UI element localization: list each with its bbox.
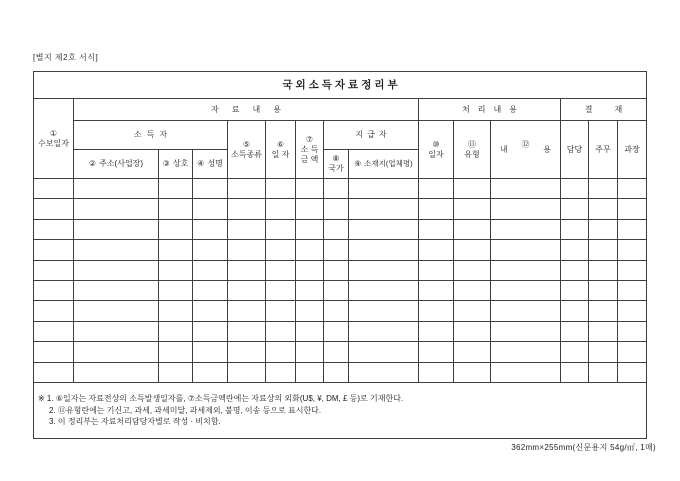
body-cell: [589, 179, 618, 199]
body-cell: [589, 261, 618, 281]
body-cell: [561, 199, 589, 219]
circled-num: ⑫: [521, 139, 530, 149]
group-label: 자료내용: [211, 104, 294, 114]
body-cell: [34, 281, 74, 301]
body-cell: [349, 322, 419, 342]
body-cell: [296, 220, 324, 240]
form-title-text: 국외소득자료정리부: [282, 79, 401, 91]
body-cell: [296, 322, 324, 342]
body-cell: [228, 281, 266, 301]
body-cell: [589, 322, 618, 342]
body-cell: [159, 261, 193, 281]
body-cell: [349, 342, 419, 362]
body-cell: [324, 199, 349, 219]
body-cell: [296, 240, 324, 260]
header-label: 소득종류: [231, 149, 262, 159]
body-cell: [296, 179, 324, 199]
header-receipt-date: [34, 99, 74, 179]
body-cell: [349, 281, 419, 301]
header-address: [74, 150, 159, 179]
body-cell: [74, 261, 159, 281]
body-cell: [618, 301, 646, 321]
body-cell: [74, 342, 159, 362]
body-cell: [324, 363, 349, 383]
body-cell: [589, 301, 618, 321]
body-cell: [454, 342, 491, 362]
body-cell: [561, 240, 589, 260]
body-cell: [454, 281, 491, 301]
body-cell: [324, 240, 349, 260]
body-cell: [419, 179, 454, 199]
body-cell: [618, 342, 646, 362]
body-cell: [324, 261, 349, 281]
body-cell: [324, 342, 349, 362]
header-label: 주소(사업장): [99, 159, 144, 168]
body-cell: [193, 199, 228, 219]
header-label: 금 액: [300, 154, 319, 164]
body-cell: [454, 240, 491, 260]
body-cell: [419, 261, 454, 281]
body-cell: [618, 261, 646, 281]
body-cell: [159, 179, 193, 199]
body-cell: [34, 179, 74, 199]
header-label: 과장: [624, 144, 640, 154]
form-table: [33, 71, 647, 439]
circled-num: ⑦: [305, 134, 314, 144]
body-cell: [34, 220, 74, 240]
body-cell: [296, 199, 324, 219]
body-cell: [228, 179, 266, 199]
body-cell: [349, 363, 419, 383]
header-label: 담당: [566, 144, 583, 154]
body-cell: [74, 322, 159, 342]
form-number-label: [별지 제2호 서식]: [33, 53, 99, 62]
header-label: 유형: [464, 149, 480, 159]
body-cell: [454, 199, 491, 219]
circled-num: ⑤: [242, 139, 251, 149]
body-cell: [74, 240, 159, 260]
header-trade-name: [159, 150, 193, 179]
body-cell: [419, 301, 454, 321]
body-cell: [74, 301, 159, 321]
body-cell: [454, 301, 491, 321]
header-label: 내: [500, 144, 508, 154]
body-cell: [491, 342, 561, 362]
body-cell: [561, 261, 589, 281]
body-cell: [349, 220, 419, 240]
body-cell: [34, 301, 74, 321]
header-label: 수보일자: [38, 138, 69, 148]
body-cell: [228, 199, 266, 219]
body-cell: [419, 342, 454, 362]
body-cell: [228, 342, 266, 362]
paper-spec-label: 362mm×255mm(신문용지 54g/㎡, 1매): [511, 443, 656, 452]
body-cell: [454, 179, 491, 199]
body-cell: [324, 301, 349, 321]
body-cell: [419, 240, 454, 260]
circled-num: ③: [162, 159, 170, 168]
body-cell: [228, 220, 266, 240]
body-cell: [618, 179, 646, 199]
body-cell: [618, 322, 646, 342]
body-cell: [618, 199, 646, 219]
body-cell: [561, 322, 589, 342]
body-cell: [34, 342, 74, 362]
body-cell: [74, 363, 159, 383]
body-cell: [491, 322, 561, 342]
group-header-income-earner: [74, 121, 228, 150]
header-label: 용: [543, 144, 551, 154]
body-cell: [419, 199, 454, 219]
body-cell: [589, 240, 618, 260]
header-process-date: [419, 121, 454, 179]
circled-num: ⑩: [432, 139, 440, 149]
body-cell: [193, 261, 228, 281]
group-header-payer: [324, 121, 419, 150]
body-cell: [296, 261, 324, 281]
header-label: 국가: [328, 164, 344, 173]
body-cell: [561, 301, 589, 321]
body-cell: [159, 322, 193, 342]
body-cell: [266, 240, 296, 260]
body-cell: [193, 281, 228, 301]
body-cell: [266, 363, 296, 383]
body-cell: [589, 342, 618, 362]
body-cell: [561, 281, 589, 301]
body-cell: [349, 199, 419, 219]
body-cell: [159, 199, 193, 219]
body-cell: [454, 220, 491, 240]
body-cell: [159, 363, 193, 383]
body-cell: [34, 199, 74, 219]
body-cell: [34, 363, 74, 383]
header-label: 주무: [595, 144, 611, 154]
body-cell: [74, 179, 159, 199]
group-header-data-content: [74, 99, 419, 121]
body-cell: [228, 322, 266, 342]
body-cell: [589, 199, 618, 219]
header-location: [349, 150, 419, 179]
body-cell: [324, 281, 349, 301]
body-cell: [491, 240, 561, 260]
body-cell: [159, 220, 193, 240]
body-cell: [419, 281, 454, 301]
header-approver-staff: [561, 121, 589, 179]
group-label: 소득자: [133, 130, 173, 139]
body-cell: [159, 301, 193, 321]
body-cell: [589, 363, 618, 383]
body-cell: [266, 199, 296, 219]
body-cell: [349, 179, 419, 199]
header-approver-chief: [618, 121, 646, 179]
header-label: 성명: [207, 159, 223, 168]
body-cell: [228, 261, 266, 281]
body-cell: [324, 220, 349, 240]
body-cell: [193, 179, 228, 199]
body-cell: [193, 240, 228, 260]
body-cell: [228, 363, 266, 383]
header-label: 일자: [428, 149, 444, 159]
body-cell: [296, 301, 324, 321]
body-cell: [349, 301, 419, 321]
body-cell: [491, 301, 561, 321]
body-cell: [589, 220, 618, 240]
body-cell: [228, 240, 266, 260]
body-cell: [159, 240, 193, 260]
group-label: 지급자: [355, 130, 391, 139]
body-cell: [266, 322, 296, 342]
body-cell: [618, 363, 646, 383]
body-cell: [34, 322, 74, 342]
note-line-2: 2. ⑪유형란에는 기신고, 과세, 과세미달, 과세제외, 불명, 이송 등으로 표시한다.: [49, 405, 322, 415]
body-cell: [454, 261, 491, 281]
body-cell: [266, 220, 296, 240]
header-label: 상호: [172, 159, 189, 168]
header-process-type: [454, 121, 491, 179]
body-cell: [561, 220, 589, 240]
body-cell: [159, 281, 193, 301]
body-cell: [618, 240, 646, 260]
circled-num: ⑨: [354, 159, 362, 168]
body-cell: [266, 261, 296, 281]
header-name: [193, 150, 228, 179]
body-cell: [193, 220, 228, 240]
body-cell: [74, 220, 159, 240]
body-cell: [454, 322, 491, 342]
body-cell: [491, 363, 561, 383]
body-cell: [193, 301, 228, 321]
circled-num: ⑪: [468, 139, 476, 149]
body-cell: [296, 281, 324, 301]
body-cell: [296, 342, 324, 362]
body-cell: [561, 179, 589, 199]
header-date: [266, 121, 296, 179]
body-cell: [193, 342, 228, 362]
body-cell: [419, 363, 454, 383]
body-cell: [228, 301, 266, 321]
header-income-amount: [296, 121, 324, 179]
body-cell: [589, 281, 618, 301]
body-cell: [74, 199, 159, 219]
body-cell: [34, 240, 74, 260]
form-title: [34, 72, 646, 99]
body-cell: [324, 322, 349, 342]
header-label: 일 자: [271, 149, 290, 159]
body-cell: [349, 261, 419, 281]
circled-num: ⑥: [276, 139, 285, 149]
body-cell: [266, 281, 296, 301]
header-approver-manager: [589, 121, 618, 179]
circled-num: ②: [88, 159, 97, 168]
body-cell: [561, 342, 589, 362]
body-cell: [454, 363, 491, 383]
body-cell: [561, 363, 589, 383]
circled-num: ⑧: [332, 154, 340, 163]
body-cell: [193, 363, 228, 383]
body-cell: [419, 322, 454, 342]
note-line-3: 3. 이 정리부는 자료처리담당자별로 작성 · 비치함.: [49, 417, 221, 427]
body-cell: [159, 342, 193, 362]
note-line-1: ※ 1. ⑥일자는 자료전상의 소득발생일자를, ⑦소득금액란에는 자료상의 외화(U$, ¥, DM, £ 등)로 기재한다.: [38, 394, 404, 404]
body-cell: [266, 342, 296, 362]
group-header-approval: [561, 99, 646, 121]
body-cell: [491, 179, 561, 199]
group-label: 처리내용: [462, 104, 525, 114]
header-country: [324, 150, 349, 179]
header-income-type: [228, 121, 266, 179]
header-label: 소재지(업체명): [364, 159, 413, 168]
circled-num: ④: [197, 159, 205, 168]
body-cell: [266, 301, 296, 321]
body-cell: [34, 261, 74, 281]
body-cell: [419, 220, 454, 240]
notes-section: [34, 383, 646, 438]
body-cell: [618, 281, 646, 301]
group-header-processing: [419, 99, 561, 121]
body-cell: [296, 363, 324, 383]
header-process-content: [491, 121, 561, 179]
header-label: 소 득: [300, 144, 319, 154]
circled-num: ①: [49, 128, 58, 138]
body-cell: [266, 179, 296, 199]
body-cell: [618, 220, 646, 240]
body-cell: [491, 261, 561, 281]
body-cell: [491, 220, 561, 240]
body-cell: [491, 199, 561, 219]
body-cell: [324, 179, 349, 199]
group-label: 결재: [584, 104, 645, 114]
body-cell: [491, 281, 561, 301]
body-cell: [74, 281, 159, 301]
body-cell: [349, 240, 419, 260]
body-cell: [193, 322, 228, 342]
